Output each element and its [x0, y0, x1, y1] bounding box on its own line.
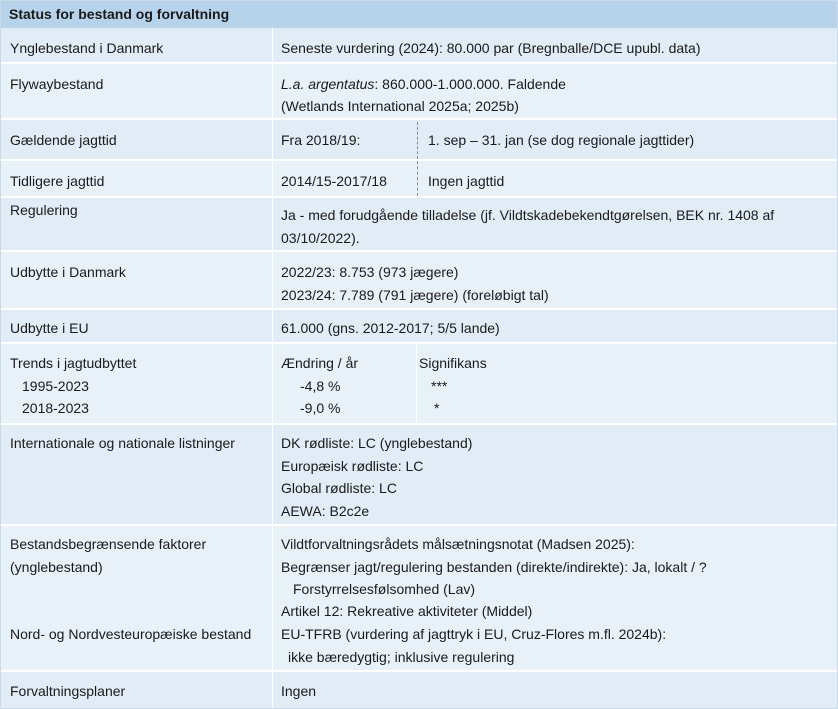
row-regulering: [1, 198, 837, 250]
row-faktorer: [1, 526, 837, 670]
row-tidligere-jagttid: [1, 161, 837, 196]
row-label: Trends i jagtudbyttet: [10, 355, 137, 371]
trend-change: -4,8 %: [300, 378, 341, 394]
factor-line: ikke bæredygtig; inklusive regulering: [288, 649, 515, 665]
trend-period: 1995-2023: [22, 378, 89, 394]
trend-period: 2018-2023: [22, 400, 89, 416]
row-label-line3: Nord- og Nordvesteuropæiske bestand: [10, 626, 252, 642]
row-label-line2: (ynglebestand): [10, 559, 103, 575]
row-label: Bestandsbegrænsende faktorer: [10, 536, 207, 552]
row-label: Ynglebestand i Danmark: [10, 40, 164, 56]
row-period: Fra 2018/19:: [281, 132, 361, 148]
row-udbytte-eu: [1, 310, 837, 342]
row-trends: [1, 344, 837, 423]
row-label: Udbytte i Danmark: [10, 264, 126, 280]
row-ynglebestand: [1, 30, 837, 62]
row-label: Gældende jagttid: [10, 132, 117, 148]
row-value-line2: 2023/24: 7.789 (791 jægere) (foreløbigt tal): [281, 287, 549, 303]
row-label: Tidligere jagttid: [10, 173, 105, 189]
factor-line: Vildtforvaltningsrådets målsætningsnotat (Madsen 2025):: [281, 536, 635, 552]
row-label: Flywaybestand: [10, 76, 104, 92]
row-value: 1. sep – 31. jan (se dog regionale jagttider): [428, 132, 695, 148]
factor-line: EU-TFRB (vurdering af jagttryk i EU, Cruz-Flores m.fl. 2024b):: [281, 626, 667, 642]
listing-line: Europæisk rødliste: LC: [281, 458, 424, 474]
row-gaeldende-jagttid: [1, 120, 837, 159]
trend-change: -9,0 %: [300, 400, 341, 416]
row-period: 2014/15-2017/18: [281, 173, 387, 189]
row-label: Regulering: [10, 202, 78, 218]
row-value: 61.000 (gns. 2012-2017; 5/5 lande): [281, 320, 500, 336]
row-label: Internationale og nationale listninger: [10, 435, 235, 451]
listing-line: DK rødliste: LC (ynglebestand): [281, 435, 473, 451]
row-value: L.a. argentatus: 860.000-1.000.000. Faldende: [281, 76, 566, 92]
row-value: Ja - med forudgående tilladelse (jf. Vildtskadebekendtgørelsen, BEK nr. 1408 af: [281, 207, 775, 223]
row-label: Udbytte i EU: [10, 320, 89, 336]
trend-significance: ***: [431, 378, 448, 394]
trends-sig-header: Signifikans: [419, 355, 487, 371]
row-flywaybestand: [1, 64, 837, 118]
factor-line: Artikel 12: Rekreative aktiviteter (Middel): [281, 603, 533, 619]
listing-line: AEWA: B2c2e: [281, 503, 370, 519]
table-header: Status for bestand og forvaltning: [1, 1, 837, 28]
trend-significance: *: [434, 400, 440, 416]
species-name: L.a. argentatus: [281, 76, 375, 92]
row-forvaltningsplaner: [1, 672, 837, 708]
row-value: Seneste vurdering (2024): 80.000 par (Bregnballe/DCE upubl. data): [281, 40, 701, 56]
factor-line: Begrænser jagt/regulering bestanden (direkte/indirekte): Ja, lokalt / ?: [281, 559, 707, 575]
row-value: Ingen jagttid: [428, 173, 505, 189]
row-value: 2022/23: 8.753 (973 jægere): [281, 264, 459, 280]
row-value: Ingen: [281, 683, 317, 699]
row-value-line2: (Wetlands International 2025a; 2025b): [281, 98, 519, 114]
row-listninger: [1, 425, 837, 524]
factor-line: Forstyrrelsesfølsomhed (Lav): [293, 581, 476, 597]
row-label: Forvaltningsplaner: [10, 683, 126, 699]
row-value-line2: 03/10/2022).: [281, 230, 360, 246]
row-udbytte-danmark: [1, 252, 837, 308]
listing-line: Global rødliste: LC: [281, 480, 397, 496]
trends-change-header: Ændring / år: [281, 355, 359, 371]
